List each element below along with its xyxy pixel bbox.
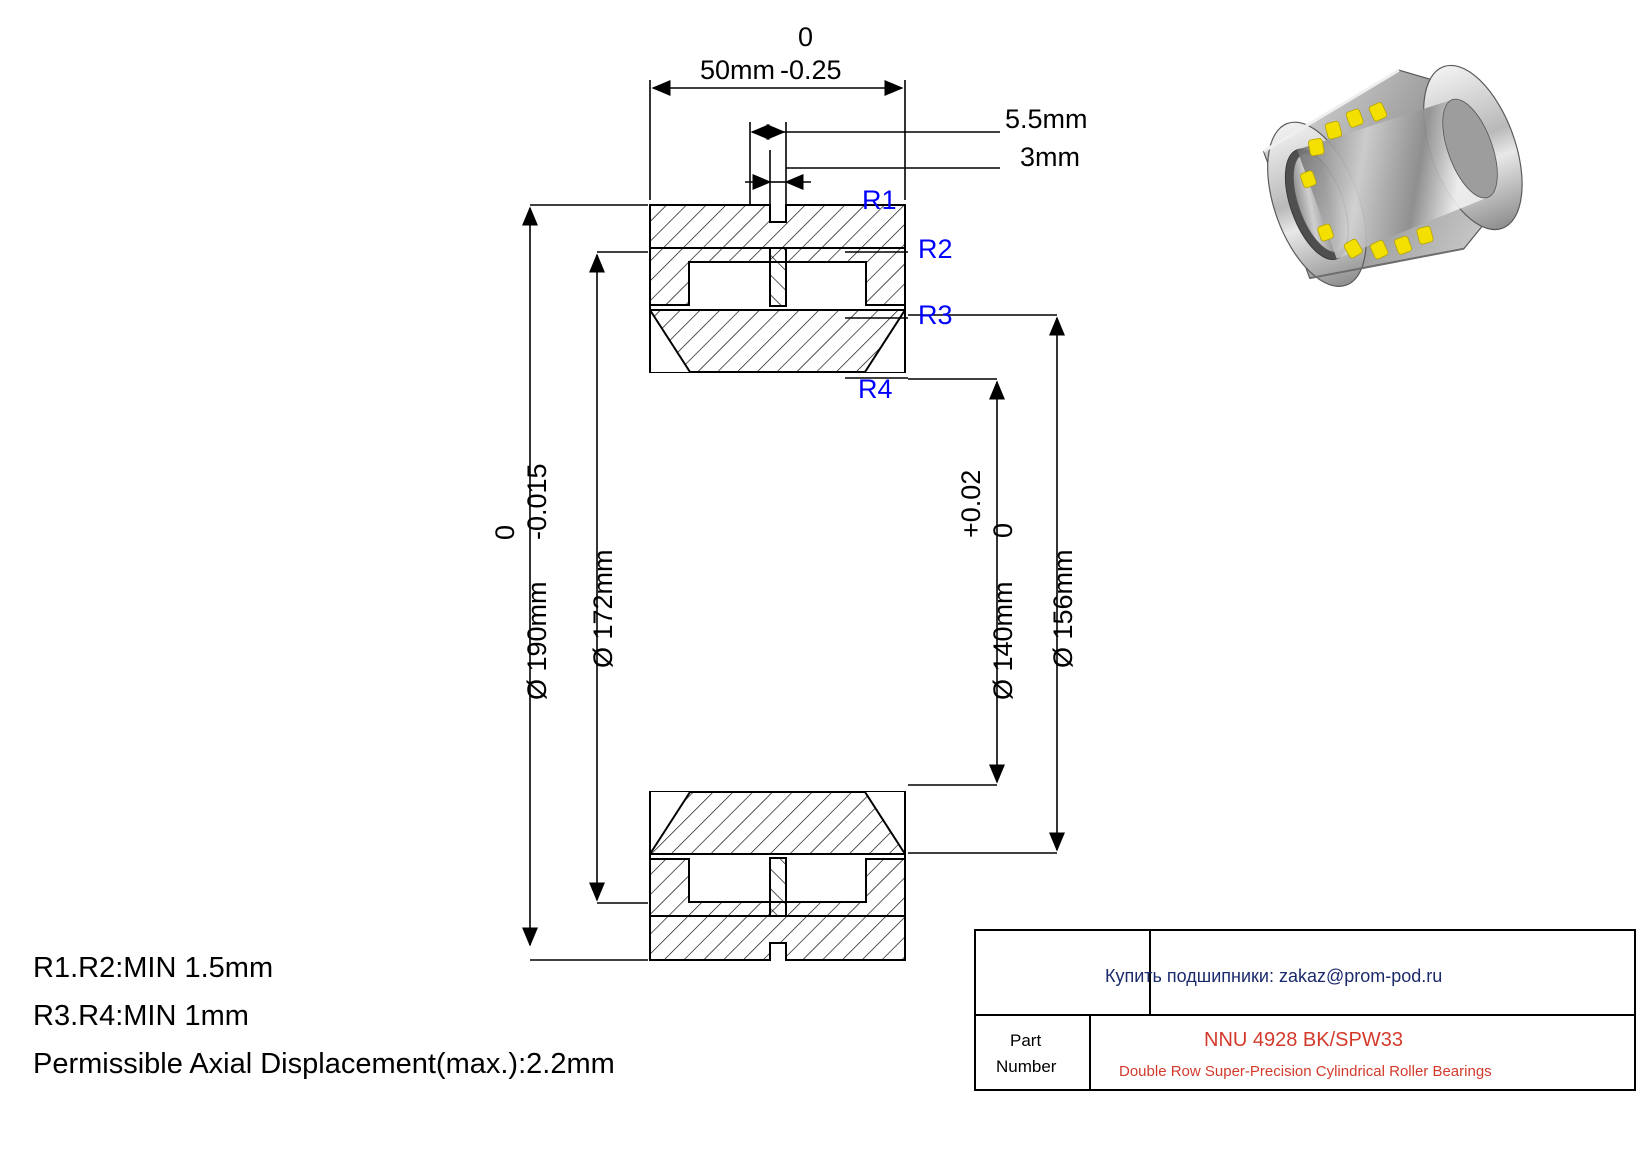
outer-diameter-tol-upper: 0 [490,524,520,540]
outer-diameter-tol-lower: -0.015 [522,463,552,540]
width-value: 50mm [700,55,776,85]
outer-race-diameter-label: Ø 172mm [588,549,618,668]
part-label-line1: Part [1010,1031,1042,1050]
groove-width-label: 3mm [1020,142,1080,172]
callout-r4: R4 [858,374,893,404]
note-r1-r2: R1.R2:MIN 1.5mm [33,952,274,984]
contact-line: Купить подшипники: zakaz@prom-pod.ru [1105,966,1443,986]
callout-r2: R2 [918,234,953,264]
inner-race-diameter-label: Ø 156mm [1048,549,1078,668]
bearing-3d-render [1228,40,1558,360]
groove-offset-label: 5.5mm [1005,104,1088,134]
part-label-line2: Number [996,1057,1057,1076]
callout-r3: R3 [918,300,953,330]
bore-diameter-label: Ø 140mm [988,581,1018,700]
width-tol-upper: 0 [798,22,814,52]
note-axial-displacement: Permissible Axial Displacement(max.):2.2mm [33,1048,615,1080]
bore-tol-upper: +0.02 [956,469,986,538]
part-number: NNU 4928 BK/SPW33 [1204,1029,1403,1051]
width-tol-lower: -0.25 [780,55,842,85]
callout-r1: R1 [862,185,897,215]
outer-diameter-label: Ø 190mm [522,581,552,700]
note-r3-r4: R3.R4:MIN 1mm [33,1000,249,1032]
bore-tol-lower: 0 [988,522,1018,538]
part-description: Double Row Super-Precision Cylindrical Roller Bearings [1119,1063,1492,1080]
